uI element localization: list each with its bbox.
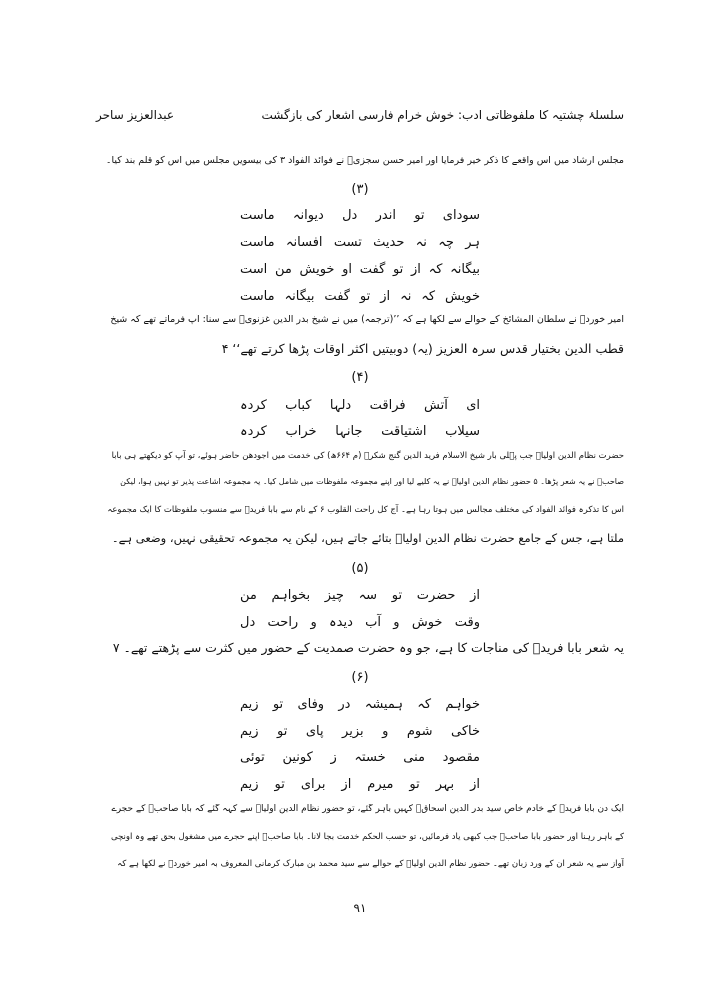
verse-line: خواہم کہ ہمیشہ در وفای تو زیم: [240, 697, 480, 712]
verse-line: ای آتش فراقت دلہا کباب کردہ: [240, 398, 480, 413]
verse-line: ہر چہ نہ حدیث تست افسانہ ماست: [240, 235, 480, 250]
paragraph-line: آواز سے یہ شعر ان کے ورد زبان تھے۔ حضور نظام الدین اولیاؒ کے حوالے سے سید محمد بن مبارک کرمانی المعروف بہ امیر خوردؒ نے لکھا ہے کہ: [117, 859, 624, 869]
paragraph-line: مجلس ارشاد میں اس واقعے کا ذکر خیر فرمایا اور امیر حسن سجزیؒ نے فوائد الفواد ۳ کی بیسویں مجلس میں اس کو قلم بند کیا۔: [105, 155, 624, 166]
paragraph-line: امیر خوردؒ نے سلطان المشائخ کے حوالے سے لکھا ہے کہ ’’(ترجمہ) میں نے شیخ بدر الدین غزنویؒ سے سنا: آپ فرماتے تھے کہ شیخ: [110, 314, 624, 325]
running-header-title: سلسلۂ چشتیہ کا ملفوظاتی ادب: خوش خرام فارسی اشعار کی بازگشت: [261, 108, 624, 122]
verse-line: سیلاب اشتیاقت جانہا خراب کردہ: [240, 424, 480, 439]
paragraph-line: حضرت نظام الدین اولیاؒ جب پہلی بار شیخ الاسلام فرید الدین گنج شکرؒ (م ۶۶۴ھ) کی خدمت میں اجودھن حاضر ہوئے، تو آپ کو دیکھتے ہی بابا: [111, 451, 624, 461]
paragraph-line: قطب الدین بختیار قدس سرہ العزیز (یہ) دوبیتیں اکثر اوقات پڑھا کرتے تھے‘‘ ۴: [221, 341, 624, 356]
verse-line: خویش کہ نہ از تو گفت بیگانہ ماست: [240, 289, 480, 304]
verse-line: وقت خوش و آب دیدہ و راحت دل: [240, 615, 480, 630]
section-number-6: (۶): [351, 670, 369, 685]
verse-line: خاکی شوم و بزیر پای تو زیم: [240, 724, 480, 739]
verse-line: بیگانہ کہ از تو گفت او خویش من است: [240, 262, 480, 277]
verse-line: مقصود منی خستہ ز کونین توئی: [240, 750, 480, 765]
paragraph-line: یہ شعر بابا فریدؒ کی مناجات کا ہے، جو وہ حضرت صمدیت کے حضور میں کثرت سے پڑھتے تھے۔ ۷: [112, 640, 624, 655]
section-number-3: (۳): [351, 182, 369, 197]
verse-line: از بہر تو میرم از برای تو زیم: [240, 777, 480, 792]
paragraph-line: کے باہر رہنا اور حضور بابا صاحبؒ جب کبھی یاد فرمائیں، تو حسب الحکم خدمت بجا لانا۔ بابا صاحبؒ اپنے حجرے میں مشغول بحق تھے وہ اونچی: [110, 832, 624, 842]
paragraph-line: صاحبؒ نے یہ شعر پڑھا۔ ۵ حضور نظام الدین اولیاؒ نے یہ کلیے لیا اور اپنے مجموعہ ملفوظات میں شامل کیا۔ یہ مجموعہ اشاعت پذیر تو نہیں ہوا، لیکن: [120, 477, 624, 486]
verse-line: سودای تو اندر دل دیوانہ ماست: [240, 208, 480, 223]
paragraph-line: اس کا تذکرہ فوائد الفواد کی مختلف مجالس میں ہوتا رہا ہے۔ آج کل راحت القلوب ۶ کے نام سے بابا فریدؒ سے منسوب ملفوظات کا ایک مجموعہ: [107, 505, 624, 515]
verse-line: از حضرت تو سہ چیز بخواہم من: [240, 588, 480, 603]
running-header-author: عبدالعزیز ساحر: [96, 108, 175, 122]
paragraph-line: ایک دن بابا فریدؒ کے خادم خاص سید بدر الدین اسحاقؒ کہیں باہر گئے، تو حضور نظام الدین اولیاؒ سے کہہ گئے کہ بابا صاحبؒ کے حجرے: [111, 804, 624, 814]
paragraph-line: ملتا ہے، جس کے جامع حضرت نظام الدین اولیاؒ بتائے جاتے ہیں، لیکن یہ مجموعہ تحقیقی نہیں، وضعی ہے۔: [111, 531, 624, 545]
section-number-5: (۵): [351, 561, 369, 576]
section-number-4: (۴): [351, 370, 369, 385]
page-number: ۹۱: [353, 901, 367, 915]
